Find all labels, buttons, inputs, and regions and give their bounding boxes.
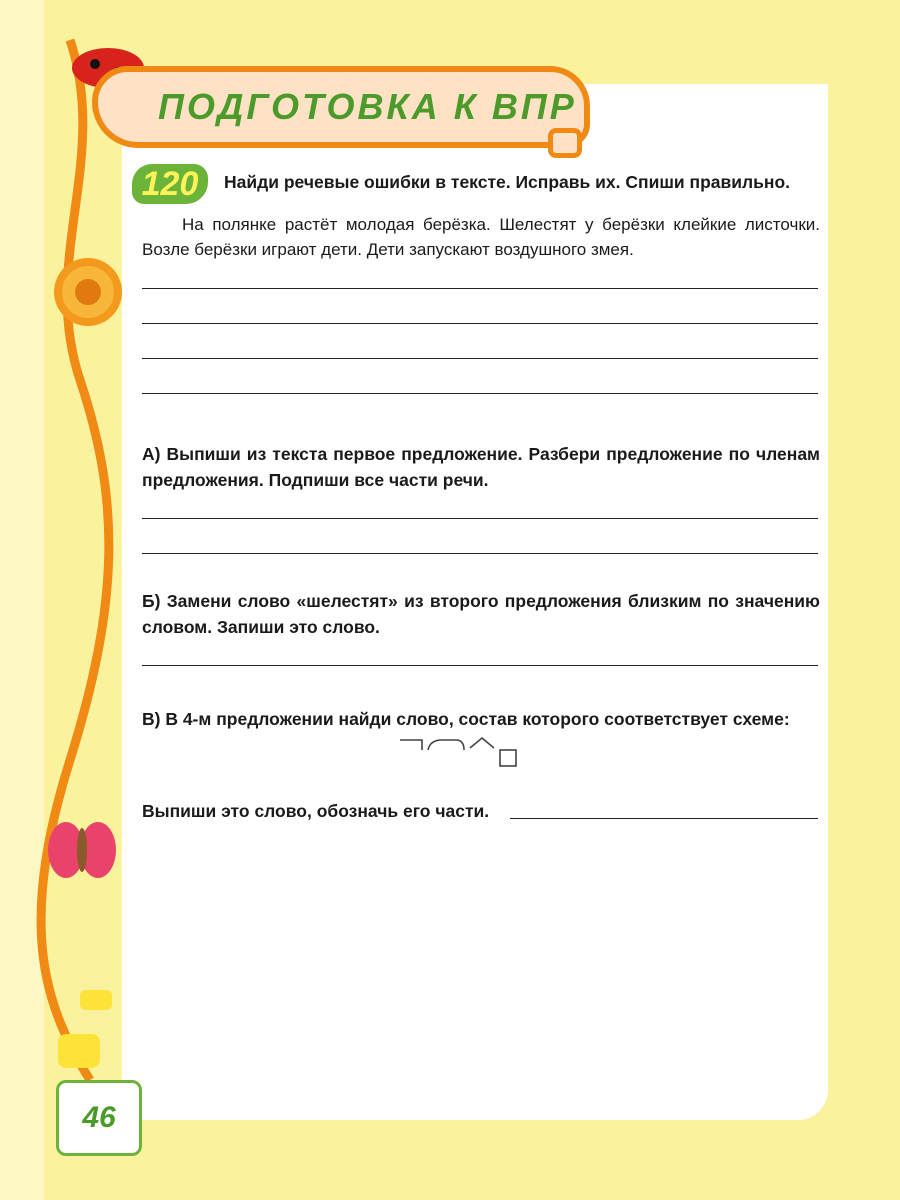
header-banner [92,66,590,148]
exercise-number: 120 [132,164,208,204]
answer-line[interactable] [142,665,818,666]
page-title: ПОДГОТОВКА К ВПР [158,86,577,127]
exercise-text: На полянке растёт молодая берёзка. Шелестят у берёзки клейкие листочки. Возле берёзки играют дети. Дети запускают воздушного змея. [142,215,820,259]
answer-line[interactable] [142,323,818,324]
answer-line[interactable] [142,358,818,359]
answer-line[interactable] [142,553,818,554]
question-a: А) Выпиши из текста первое предложение. Разбери предложение по членам предложения. Подпиши все части речи. [142,444,820,490]
word-scheme-icon [398,736,522,770]
question-v: В) В 4-м предложении найди слово, состав которого соответствует схеме: [142,709,790,729]
banner-decoration [548,128,582,158]
exercise-task: Найди речевые ошибки в тексте. Исправь их. Спиши правильно. [224,172,791,192]
answer-line[interactable] [510,818,818,819]
question-b: Б) Замени слово «шелестят» из второго предложения близким по значению словом. Запиши это слово. [142,591,820,637]
answer-line[interactable] [142,518,818,519]
butterfly-icon [48,822,116,878]
page-number: 46 [56,1080,142,1156]
flower-icon [54,258,122,326]
answer-line[interactable] [142,288,818,289]
question-v-answer-label: Выпиши это слово, обозначь его части. [142,801,490,821]
answer-line[interactable] [142,393,818,394]
